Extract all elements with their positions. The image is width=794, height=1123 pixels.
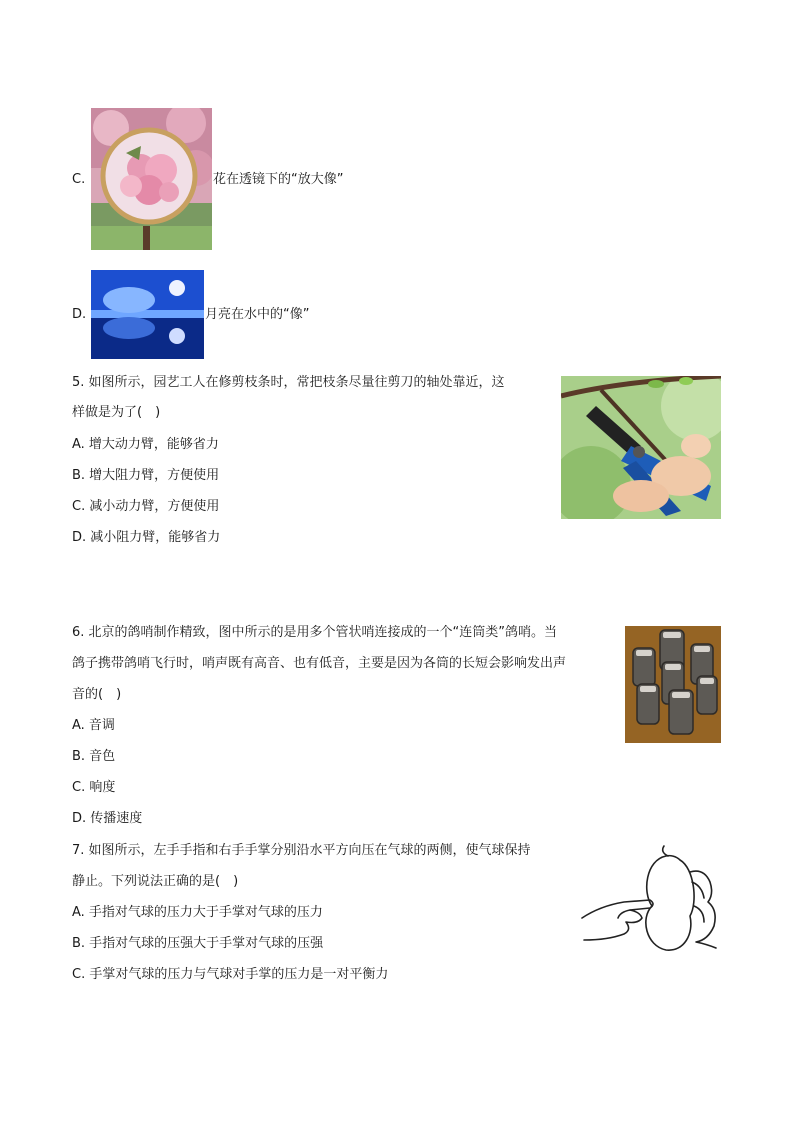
q7-option-c: C. 手掌对气球的压力与气球对手掌的压力是一对平衡力	[72, 967, 389, 982]
q7-option-b: B. 手指对气球的压强大于手掌对气球的压强	[72, 936, 324, 951]
q4-option-c-text: 花在透镜下的“放大像”	[213, 172, 344, 187]
q6-option-a: A. 音调	[72, 718, 115, 733]
q5-stem-line1: 5. 如图所示，园艺工人在修剪枝条时，常把枝条尽量往剪刀的轴处靠近，这	[72, 375, 505, 390]
q4-option-c-letter: C.	[72, 172, 86, 187]
pruning-shears-photo	[561, 376, 721, 519]
pigeon-whistle-photo	[625, 626, 721, 743]
balloon-hands-drawing	[580, 842, 722, 954]
q4-option-d-letter: D.	[72, 307, 87, 322]
q5-option-c: C. 减小动力臂，方便使用	[72, 499, 220, 514]
q5-option-d: D. 减小阻力臂，能够省力	[72, 530, 221, 545]
moon-reflection-photo	[91, 270, 204, 359]
q7-stem-line2: 静止。下列说法正确的是( )	[72, 874, 239, 889]
q5-stem-line2: 样做是为了( )	[72, 405, 161, 420]
q6-stem-line3: 音的( )	[72, 687, 122, 702]
q6-option-d: D. 传播速度	[72, 811, 143, 826]
q6-stem-line1: 6. 北京的鸽哨制作精致，图中所示的是用多个管状哨连接成的一个“连筒类”鸽哨。当	[72, 625, 558, 640]
q6-option-b: B. 音色	[72, 749, 116, 764]
magnifier-flower-photo	[91, 108, 212, 250]
q6-stem-line2: 鸽子携带鸽哨飞行时，哨声既有高音、也有低音，主要是因为各筒的长短会影响发出声	[72, 656, 567, 671]
q4-option-d-text: 月亮在水中的“像”	[205, 307, 310, 322]
q5-option-b: B. 增大阻力臂，方便使用	[72, 468, 220, 483]
q7-option-a: A. 手指对气球的压力大于手掌对气球的压力	[72, 905, 323, 920]
q5-option-a: A. 增大动力臂，能够省力	[72, 437, 219, 452]
q7-stem-line1: 7. 如图所示，左手手指和右手手掌分别沿水平方向压在气球的两侧，使气球保持	[72, 843, 531, 858]
q6-option-c: C. 响度	[72, 780, 116, 795]
